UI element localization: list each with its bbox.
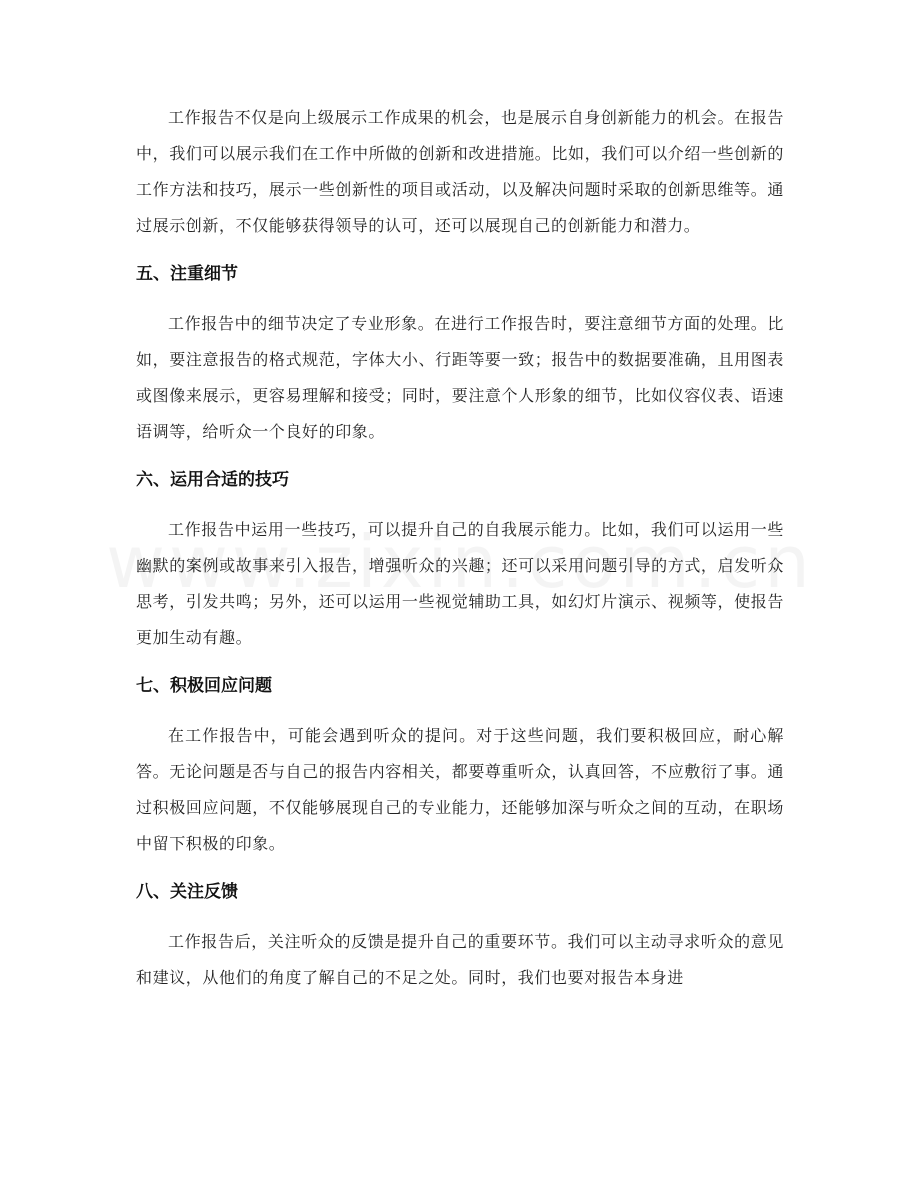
paragraph-focus-on-feedback: 工作报告后，关注听众的反馈是提升自己的重要环节。我们可以主动寻求听众的意见和建议，从他们的角度了解自己的不足之处。同时，我们也要对报告本身进 [136,932,784,987]
paragraph-respond-to-questions: 在工作报告中，可能会遇到听众的提问。对于这些问题，我们要积极回应，耐心解答。无论问题是否与自己的报告内容相关，都要尊重听众，认真回答，不应敷衍了事。通过积极回应问题，不仅能够展现自己的专业能力，还能够加深与听众之间的互动，在职场中留下积极的印象。 [136,726,784,853]
heading-focus-on-feedback: 八、关注反馈 [136,882,238,902]
heading-use-techniques: 六、运用合适的技巧 [136,470,289,490]
paragraph-attention-to-detail: 工作报告中的细节决定了专业形象。在进行工作报告时，要注意细节方面的处理。比如，要注意报告的格式规范，字体大小、行距等要一致；报告中的数据要准确，且用图表或图像来展示，更容易理解和接受；同时，要注意个人形象的细节，比如仪容仪表、语速语调等，给听众一个良好的印象。 [136,314,784,441]
paragraph-innovation: 工作报告不仅是向上级展示工作成果的机会，也是展示自身创新能力的机会。在报告中，我们可以展示我们在工作中所做的创新和改进措施。比如，我们可以介绍一些创新的工作方法和技巧，展示一些创新性的项目或活动，以及解决问题时采取的创新思维等。通过展示创新，不仅能够获得领导的认可，还可以展现自己的创新能力和潜力。 [136,108,784,235]
document-page [136,100,784,1013]
heading-attention-to-detail: 五、注重细节 [136,264,238,284]
paragraph-use-techniques: 工作报告中运用一些技巧，可以提升自己的自我展示能力。比如，我们可以运用一些幽默的案例或故事来引入报告，增强听众的兴趣；还可以采用问题引导的方式，启发听众思考，引发共鸣；另外，还可以运用一些视觉辅助工具，如幻灯片演示、视频等，使报告更加生动有趣。 [136,520,784,647]
heading-respond-to-questions: 七、积极回应问题 [136,676,272,696]
